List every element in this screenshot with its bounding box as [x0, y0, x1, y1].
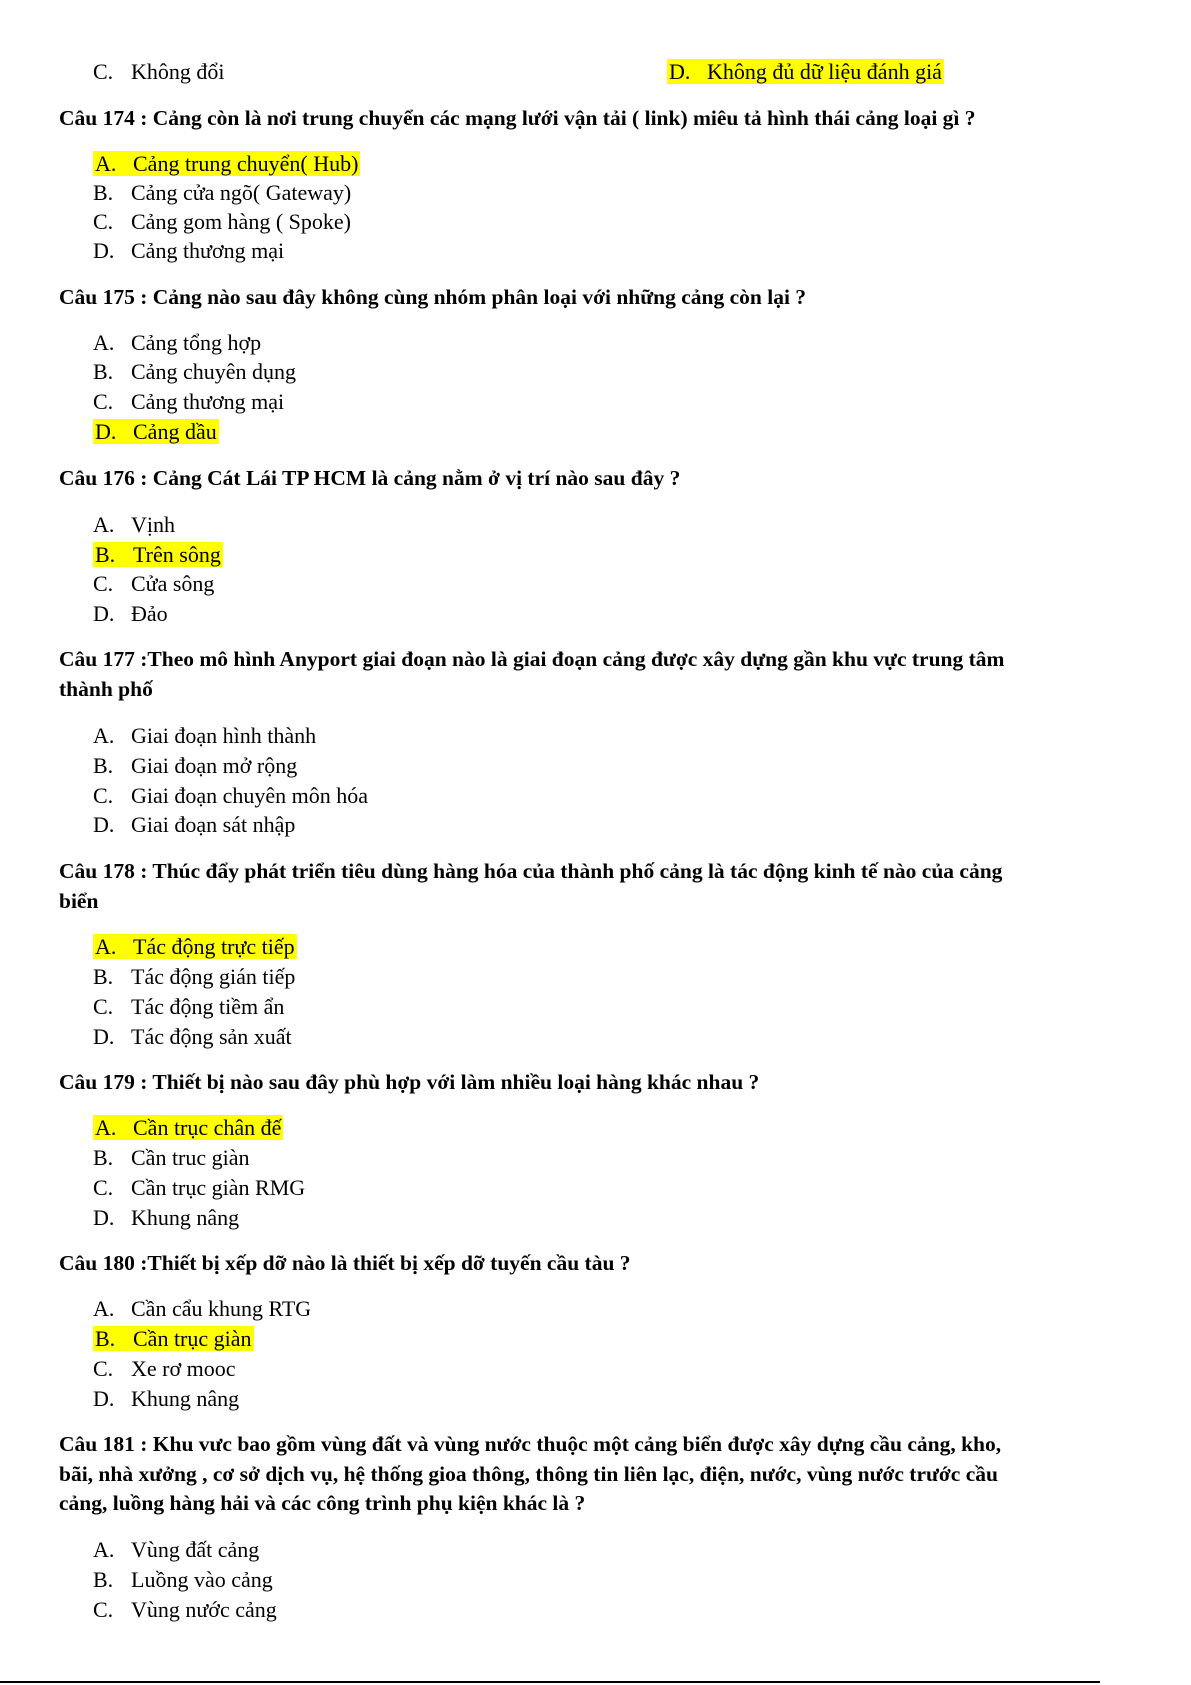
q175-option-b	[93, 358, 296, 386]
q176-option-d	[93, 600, 168, 628]
option-letter: C.	[93, 1356, 114, 1381]
option-letter: A.	[93, 512, 115, 537]
q175-option-d	[93, 418, 219, 446]
option-text: Giai đoạn chuyên môn hóa	[131, 783, 369, 808]
q178-option-a	[93, 933, 297, 961]
option-letter: A.	[93, 1296, 115, 1321]
q174-option-a	[93, 150, 360, 178]
option-letter: D.	[93, 601, 115, 626]
option-text: Cần truc giàn	[131, 1145, 250, 1170]
q177-option-b	[93, 752, 297, 780]
option-text: Tác động sản xuất	[131, 1024, 292, 1049]
answer-highlight	[93, 151, 360, 176]
q174-option-c	[93, 208, 351, 236]
option-text: Giai đoạn sát nhập	[131, 812, 296, 837]
option-text: Giai đoạn hình thành	[131, 723, 317, 748]
option-letter: C.	[93, 1175, 114, 1200]
q181-option-c	[93, 1596, 277, 1624]
q178-option-d	[93, 1023, 292, 1051]
answer-highlight	[93, 419, 219, 444]
option-text: Không đủ dữ liệu đánh giá	[707, 59, 942, 84]
option-text: Cảng dầu	[133, 419, 217, 444]
page-bottom-divider	[0, 1681, 1100, 1683]
answer-highlight	[93, 1115, 283, 1140]
option-letter: C.	[93, 1597, 114, 1622]
option-text: Tác động trực tiếp	[133, 934, 295, 959]
q177-option-c	[93, 782, 368, 810]
question-175: Câu 175 : Cảng nào sau đây không cùng nhóm phân loại với những cảng còn lại ?	[59, 285, 807, 309]
prev-option-d	[667, 58, 944, 86]
option-text: Cần trục giàn	[133, 1326, 252, 1351]
question-177-line-1: Câu 177 :Theo mô hình Anyport giai đoạn nào là giai đoạn cảng được xây dựng gần khu vực trung tâm	[59, 647, 1005, 671]
question-176: Câu 176 : Cảng Cát Lái TP HCM là cảng nằm ở vị trí nào sau đây ?	[59, 466, 681, 490]
q181-option-a	[93, 1536, 259, 1564]
option-letter: A.	[93, 1537, 115, 1562]
answer-highlight	[93, 542, 223, 567]
option-letter: D.	[93, 1386, 115, 1411]
option-text: Đảo	[131, 601, 168, 626]
q181-option-b	[93, 1566, 273, 1594]
q180-option-a	[93, 1295, 311, 1323]
option-text: Luồng vào cảng	[131, 1567, 273, 1592]
option-letter: A.	[95, 934, 117, 959]
option-text: Cảng thương mại	[131, 389, 285, 414]
option-text: Khung nâng	[131, 1386, 240, 1411]
option-letter: B.	[93, 359, 114, 384]
option-letter: B.	[93, 964, 114, 989]
option-text: Vịnh	[131, 512, 175, 537]
option-letter: C.	[93, 783, 114, 808]
q176-option-b	[93, 541, 223, 569]
option-letter: B.	[93, 753, 114, 778]
option-text: Cảng cửa ngõ( Gateway)	[131, 180, 352, 205]
option-text: Cần trục giàn RMG	[131, 1175, 306, 1200]
option-letter: C.	[93, 571, 114, 596]
question-177-line-2: thành phố	[59, 677, 153, 701]
option-text: Cảng tổng hợp	[131, 330, 262, 355]
q179-option-c	[93, 1174, 305, 1202]
option-letter: B.	[93, 180, 114, 205]
option-letter: C.	[93, 209, 114, 234]
question-181-line-3: cảng, luồng hàng hải và các công trình phụ kiện khác là ?	[59, 1491, 586, 1515]
option-letter: B.	[95, 1326, 116, 1351]
question-178-line-1: Câu 178 : Thúc đẩy phát triển tiêu dùng hàng hóa của thành phố cảng là tác động kinh tế nào của cảng	[59, 859, 1003, 883]
option-text: Cảng thương mại	[131, 238, 285, 263]
q177-option-d	[93, 811, 295, 839]
option-letter: D.	[93, 1205, 115, 1230]
option-text: Tác động tiềm ẩn	[131, 994, 285, 1019]
option-letter: D.	[93, 238, 115, 263]
option-letter: A.	[95, 1115, 117, 1140]
question-179: Câu 179 : Thiết bị nào sau đây phù hợp với làm nhiều loại hàng khác nhau ?	[59, 1070, 760, 1094]
q179-option-a	[93, 1114, 283, 1142]
q176-option-c	[93, 570, 214, 598]
option-text: Không đổi	[131, 59, 225, 84]
q178-option-c	[93, 993, 284, 1021]
q179-option-b	[93, 1144, 250, 1172]
option-text: Cửa sông	[131, 571, 215, 596]
option-text: Cảng gom hàng ( Spoke)	[131, 209, 351, 234]
q180-option-c	[93, 1355, 236, 1383]
question-174: Câu 174 : Cảng còn là nơi trung chuyển các mạng lưới vận tải ( link) miêu tả hình thái cảng loại gì ?	[59, 106, 976, 130]
question-181-line-1: Câu 181 : Khu vưc bao gồm vùng đất và vùng nước thuộc một cảng biển được xây dựng cầu cảng, kho,	[59, 1432, 1002, 1456]
question-180: Câu 180 :Thiết bị xếp dỡ nào là thiết bị xếp dỡ tuyến cầu tàu ?	[59, 1251, 631, 1275]
q177-option-a	[93, 722, 316, 750]
q179-option-d	[93, 1204, 239, 1232]
q176-option-a	[93, 511, 175, 539]
option-text: Trên sông	[133, 542, 221, 567]
answer-highlight	[93, 934, 297, 959]
option-letter: B.	[93, 1145, 114, 1170]
question-178-line-2: biển	[59, 889, 99, 913]
option-letter: D.	[93, 812, 115, 837]
option-letter: D.	[95, 419, 117, 444]
option-letter: A.	[95, 151, 117, 176]
option-letter: D.	[669, 59, 691, 84]
answer-highlight	[93, 1326, 254, 1351]
q174-option-d	[93, 237, 284, 265]
option-text: Khung nâng	[131, 1205, 240, 1230]
option-text: Xe rơ mooc	[131, 1356, 236, 1381]
answer-highlight	[667, 59, 944, 84]
option-letter: D.	[93, 1024, 115, 1049]
option-letter: C.	[93, 389, 114, 414]
q180-option-b	[93, 1325, 254, 1353]
option-text: Cảng trung chuyển( Hub)	[133, 151, 359, 176]
q178-option-b	[93, 963, 295, 991]
question-181-line-2: bãi, nhà xưởng , cơ sở dịch vụ, hệ thống gioa thông, thông tin liên lạc, điện, nước, vùng nước trước cầu	[59, 1462, 998, 1486]
option-letter: B.	[95, 542, 116, 567]
prev-option-c	[93, 58, 225, 86]
option-text: Cần trục chân đế	[133, 1115, 282, 1140]
q175-option-a	[93, 329, 261, 357]
option-letter: B.	[93, 1567, 114, 1592]
option-text: Giai đoạn mở rộng	[131, 753, 298, 778]
option-letter: A.	[93, 723, 115, 748]
option-letter: C.	[93, 994, 114, 1019]
q180-option-d	[93, 1385, 239, 1413]
q175-option-c	[93, 388, 284, 416]
option-letter: C.	[93, 59, 114, 84]
option-text: Vùng đất cảng	[131, 1537, 260, 1562]
option-text: Vùng nước cảng	[131, 1597, 277, 1622]
option-text: Tác động gián tiếp	[131, 964, 296, 989]
option-text: Cảng chuyên dụng	[131, 359, 296, 384]
option-text: Cần cẩu khung RTG	[131, 1296, 312, 1321]
q174-option-b	[93, 179, 351, 207]
option-letter: A.	[93, 330, 115, 355]
